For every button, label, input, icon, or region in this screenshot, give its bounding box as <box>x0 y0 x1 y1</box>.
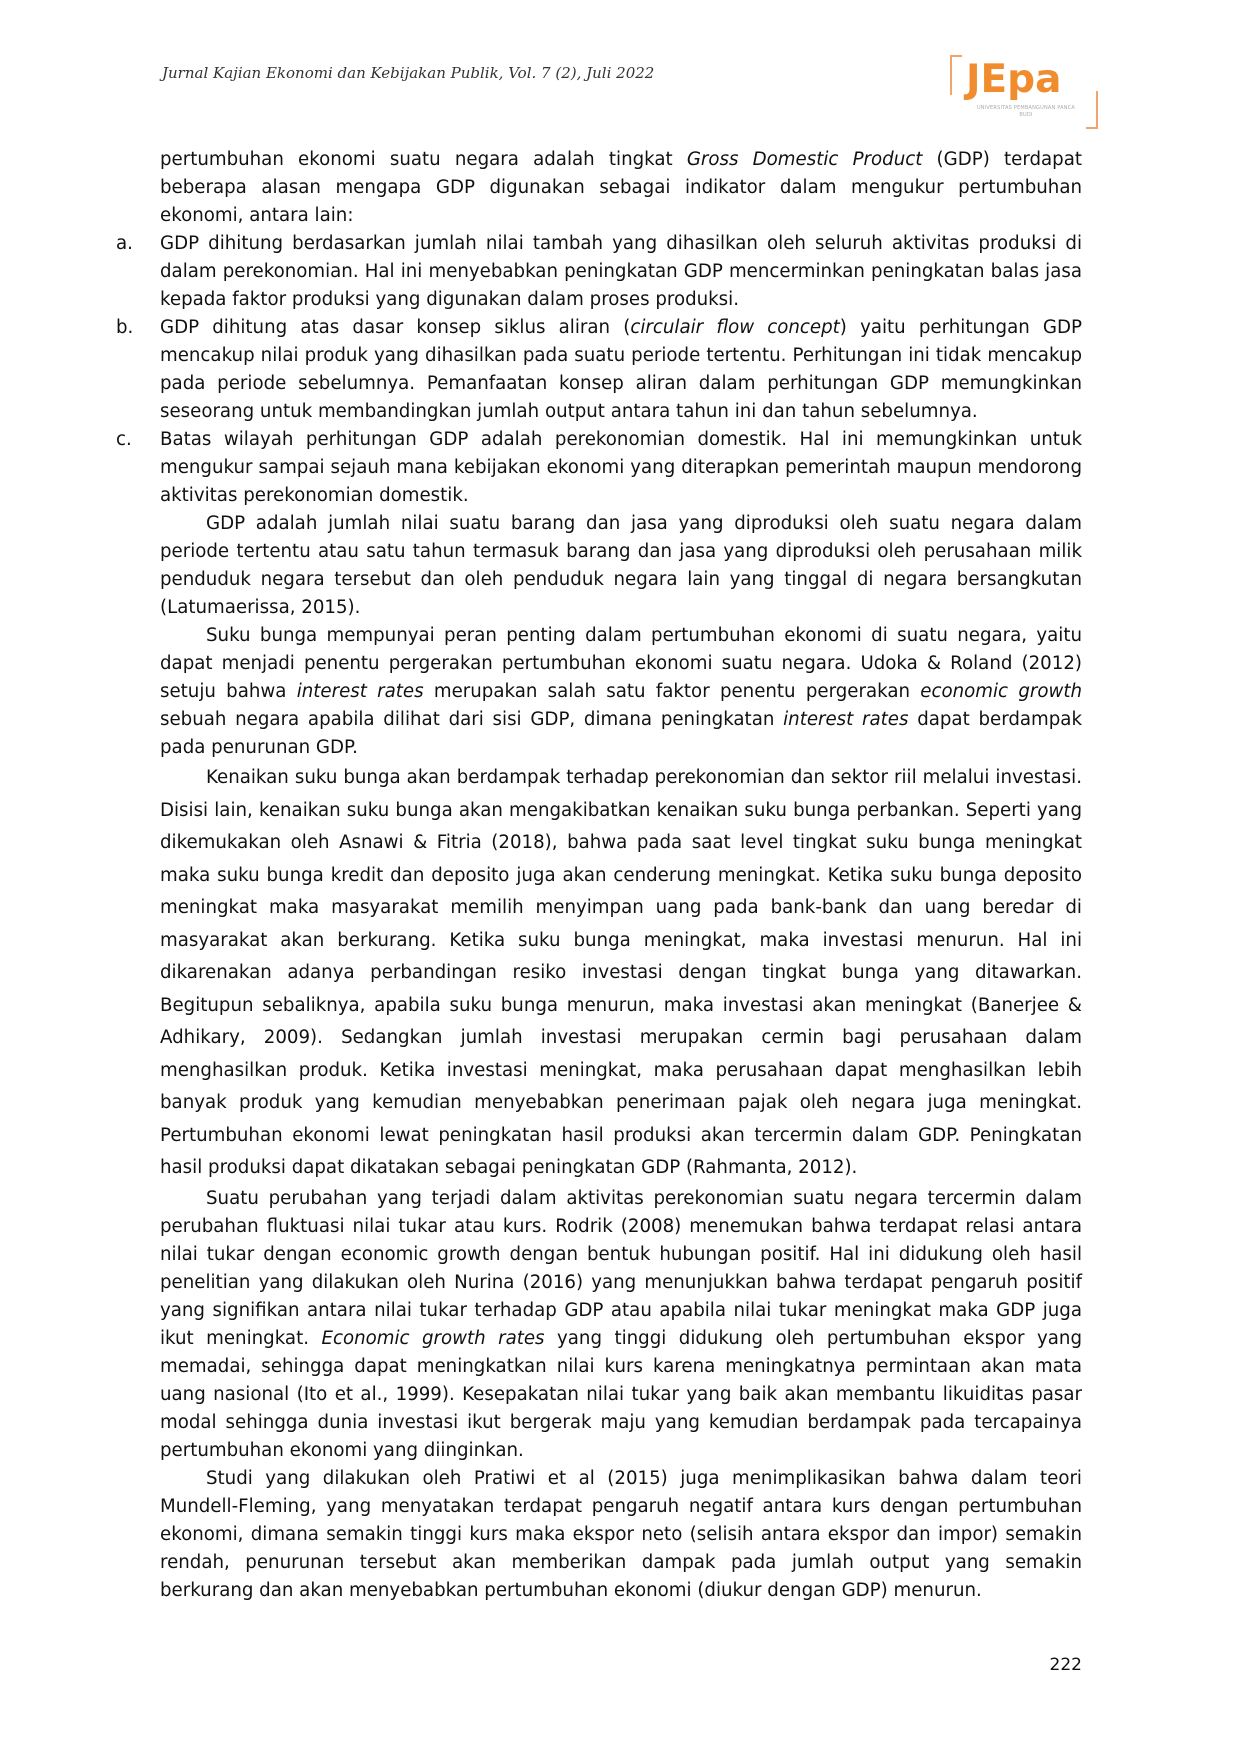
logo-bracket-top-left <box>950 55 962 95</box>
list-text-a: GDP dihitung berdasarkan jumlah nilai tambah yang dihasilkan oleh seluruh aktivitas produksi di dalam perekonomian. Hal ini menyebabkan peningkatan GDP mencerminkan peningkatan balas jasa kepada faktor produksi yang digunakan dalam proses produksi. <box>160 233 1082 310</box>
paragraph-exchange-rate <box>160 1185 1082 1465</box>
logo-subtext: UNIVERSITAS PEMBANGUNAN PANCA BUDI <box>976 105 1076 118</box>
intro-paragraph <box>160 146 1082 230</box>
intro-text-1: pertumbuhan ekonomi suatu negara adalah tingkat <box>160 149 687 170</box>
page-number: 222 <box>1049 1655 1082 1675</box>
list-text-b-2: ) yaitu perhitungan GDP mencakup nilai produk yang dihasilkan pada suatu periode tertentu. Perhitungan ini tidak mencakup pada periode sebelumnya. Pemanfaatan konsep aliran dalam perhitungan GDP memungkinkan seseorang untuk membandingkan jumlah output antara tahun ini dan tahun sebelumnya. <box>160 317 1082 422</box>
paragraph-investment: Kenaikan suku bunga akan berdampak terhadap perekonomian dan sektor riil melalui investasi. Disisi lain, kenaikan suku bunga akan mengakibatkan kenaikan suku bunga perbankan. Seperti yang dikemukakan oleh Asnawi & Fitria (2018), bahwa pada saat level tingkat suku bunga meningkat maka suku bunga kredit dan deposito juga akan cenderung meningkat. Ketika suku bunga deposito meningkat maka masyarakat memilih menyimpan uang pada bank-bank dan uang beredar di masyarakat akan berkurang. Ketika suku bunga meningkat, maka investasi menurun. Hal ini dikarenakan adanya perbandingan resiko investasi dengan tingkat bunga yang ditawarkan. Begitupun sebaliknya, apabila suku bunga menurun, maka investasi akan meningkat (Banerjee & Adhikary, 2009). Sedangkan jumlah investasi merupakan cermin bagi perusahaan dalam menghasilkan produk. Ketika investasi meningkat, maka perusahaan dapat menghasilkan lebih banyak produk yang kemudian menyebabkan penerimaan pajak oleh negara juga meningkat. Pertumbuhan ekonomi lewat peningkatan hasil produksi akan tercermin dalam GDP. Peningkatan hasil produksi dapat dikatakan sebagai peningkatan GDP (Rahmanta, 2012). <box>160 767 1082 1178</box>
list-marker-c: c. <box>116 429 132 450</box>
paragraph-interest-rates <box>160 622 1082 762</box>
p2-italic-3: interest rates <box>783 709 909 730</box>
p2-italic-1: interest rates <box>296 681 424 702</box>
list-marker-b: b. <box>116 317 134 338</box>
p2-text-1: Suku bunga mempunyai peran penting dalam pertumbuhan ekonomi di suatu negara, yaitu dapat menjadi penentu pergerakan pertumbuhan ekonomi suatu negara. Udoka & Roland (2012) setuju bahwa <box>160 625 1082 702</box>
body-text <box>116 146 1083 1605</box>
p4-text-2: yang tinggi didukung oleh pertumbuhan ekspor yang memadai, sehingga dapat meningkatkan nilai kurs karena meningkatnya permintaan akan mata uang nasional (Ito et al., 1999). Kesepakatan nilai tukar yang baik akan membantu likuiditas pasar modal sehingga dunia investasi ikut bergerak maju yang kemudian berdampak pada tercapainya pertumbuhan ekonomi yang diinginkan. <box>160 1327 1082 1461</box>
list-marker-a: a. <box>116 233 133 254</box>
p4-text-1: Suatu perubahan yang terjadi dalam aktivitas perekonomian suatu negara tercermin dalam perubahan fluktuasi nilai tukar atau kurs. Rodrik (2008) menemukan bahwa terdapat relasi antara nilai tukar dengan economic growth dengan bentuk hubungan positif. Hal ini didukung oleh hasil penelitian yang dilakukan oleh Nurina (2016) yang menunjukkan bahwa terdapat pengaruh positif yang signifikan antara nilai tukar terhadap GDP atau apabila nilai tukar meningkat maka GDP juga ikut meningkat. <box>160 1187 1082 1349</box>
p2-text-4: dapat berdampak pada penurunan GDP. <box>160 709 1082 758</box>
p2-text-2: merupakan salah satu faktor penentu pergerakan <box>423 681 921 702</box>
list-item-a <box>116 230 1082 314</box>
intro-italic: Gross Domestic Product <box>686 149 923 170</box>
journal-logo <box>950 55 1098 129</box>
logo-mark: JEpa <box>966 57 1062 102</box>
list-text-c: Batas wilayah perhitungan GDP adalah perekonomian domestik. Hal ini memungkinkan untuk mengukur sampai sejauh mana kebijakan ekonomi yang diterapkan pemerintah maupun mendorong aktivitas perekonomian domestik. <box>160 429 1082 506</box>
list-item-c <box>116 426 1082 510</box>
paragraph-gdp-definition: GDP adalah jumlah nilai suatu barang dan jasa yang diproduksi oleh suatu negara dalam periode tertentu atau satu tahun termasuk barang dan jasa yang diproduksi oleh perusahaan milik penduduk negara tersebut dan oleh penduduk negara lain yang tinggal di negara bersangkutan (Latumaerissa, 2015). <box>160 513 1082 618</box>
p2-text-3: sebuah negara apabila dilihat dari sisi GDP, dimana peningkatan <box>160 709 784 730</box>
list-italic-b: circulair flow concept <box>630 317 840 338</box>
intro-text-2: (GDP) terdapat beberapa alasan mengapa GDP digunakan sebagai indikator dalam mengukur pertumbuhan ekonomi, antara lain: <box>160 149 1083 226</box>
p2-italic-2: economic growth <box>920 681 1083 702</box>
list-text-b-1: GDP dihitung atas dasar konsep siklus aliran ( <box>160 317 631 338</box>
list-item-b <box>116 314 1082 426</box>
paragraph-mundell-fleming: Studi yang dilakukan oleh Pratiwi et al (2015) juga menimplikasikan bahwa dalam teori Mundell-Fleming, yang menyatakan terdapat pengaruh negatif antara kurs dengan pertumbuhan ekonomi, dimana semakin tinggi kurs maka ekspor neto (selisih antara ekspor dan impor) semakin rendah, penurunan tersebut akan memberikan dampak pada jumlah output yang semakin berkurang dan akan menyebabkan pertumbuhan ekonomi (diukur dengan GDP) menurun. <box>160 1467 1082 1601</box>
p4-italic-1: Economic growth rates <box>321 1327 545 1349</box>
logo-bracket-bottom-right <box>1086 91 1098 129</box>
journal-header: Jurnal Kajian Ekonomi dan Kebijakan Publik, Vol. 7 (2), Juli 2022 <box>162 64 655 82</box>
